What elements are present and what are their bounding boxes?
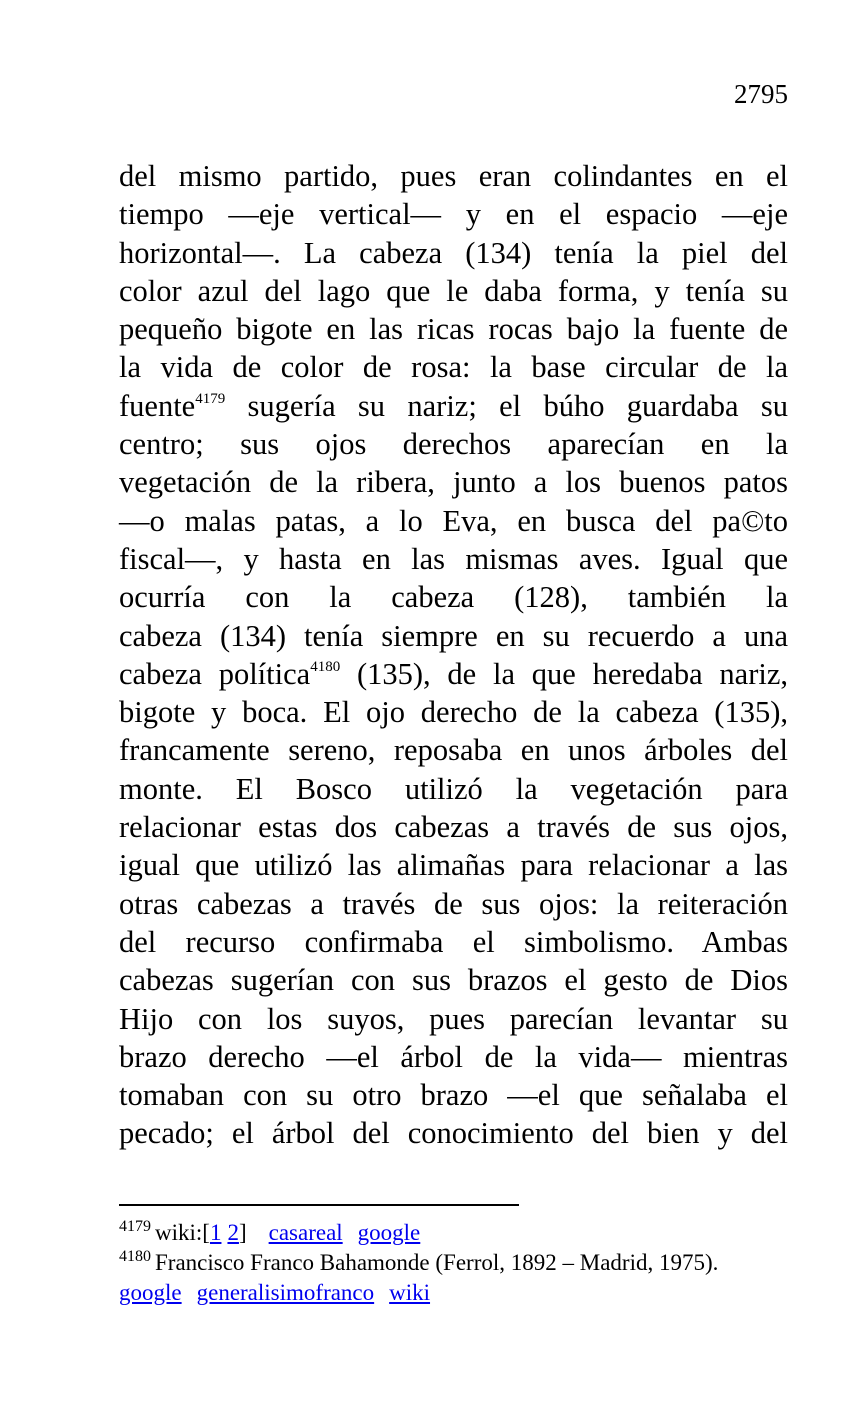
- text-line: ocurría con la cabeza (128), también la: [119, 580, 788, 615]
- footnote-number: 4180: [119, 1248, 151, 1265]
- footnote-prefix: wiki:[: [155, 1220, 210, 1245]
- text-line: horizontal—. La cabeza (134) tenía la piel del: [119, 235, 788, 270]
- text-fragment: fuente: [119, 388, 196, 423]
- text-line: la vida de color de rosa: la base circular de la: [119, 350, 788, 385]
- text-line: tiempo —eje vertical— y en el espacio —eje: [119, 197, 788, 232]
- text-line: cabezas sugerían con sus brazos el gesto de Dios: [119, 963, 788, 998]
- text-line: francamente sereno, reposaba en unos árboles del: [119, 733, 788, 768]
- footnotes: [119, 1218, 819, 1308]
- text-line: pecado; el árbol del conocimiento del bien y del: [119, 1116, 788, 1151]
- footnote-4179: [119, 1218, 819, 1248]
- text-line: igual que utilizó las alimañas para relacionar a las: [119, 848, 788, 883]
- footnote-divider: [119, 1204, 519, 1206]
- casareal-link[interactable]: casareal: [268, 1220, 343, 1245]
- text-line: tomaban con su otro brazo —el que señalaba el: [119, 1078, 788, 1113]
- text-line-with-footnote: [119, 655, 788, 693]
- wiki-link-2[interactable]: 2: [227, 1220, 239, 1245]
- text-line: centro; sus ojos derechos aparecían en la: [119, 427, 788, 462]
- footnote-ref-4180: 4180: [310, 658, 341, 675]
- text-line: monte. El Bosco utilizó la vegetación para: [119, 771, 788, 806]
- footnote-ref-4179: 4179: [195, 390, 226, 407]
- text-fragment: sugería su nariz; el búho guardaba su: [225, 388, 788, 423]
- google-link[interactable]: google: [119, 1280, 182, 1305]
- google-link[interactable]: google: [357, 1220, 421, 1245]
- text-line: del mismo partido, pues eran colindantes en el: [119, 159, 788, 193]
- text-line: cabeza (134) tenía siempre en su recuerdo a una: [119, 618, 788, 653]
- text-fragment: (135), de la que heredaba nariz,: [340, 656, 788, 691]
- text-line: bigote y boca. El ojo derecho de la cabeza (135),: [119, 695, 788, 730]
- wiki-link[interactable]: wiki: [389, 1280, 431, 1305]
- footnote-suffix: ]: [238, 1220, 247, 1245]
- text-line: color azul del lago que le daba forma, y tenía su: [119, 273, 788, 308]
- text-line: del recurso confirmaba el simbolismo. Ambas: [119, 924, 788, 959]
- text-line: fiscal—, y hasta en las mismas aves. Igual que: [119, 541, 788, 576]
- footnote-4180-links: [119, 1278, 819, 1308]
- text-line: otras cabezas a través de sus ojos: la reiteración: [119, 886, 788, 921]
- text-line: Hijo con los suyos, pues parecían levantar su: [119, 1001, 788, 1036]
- page-number: 2795: [734, 79, 788, 109]
- text-line: pequeño bigote en las ricas rocas bajo la fuente de: [119, 312, 788, 347]
- generalisimofranco-link[interactable]: generalisimofranco: [196, 1280, 375, 1305]
- text-line: —o malas patas, a lo Eva, en busca del pa©to: [119, 503, 788, 538]
- footnote-text: Francisco Franco Bahamonde (Ferrol, 1892 – Madrid, 1975).: [155, 1250, 719, 1275]
- text-line: relacionar estas dos cabezas a través de sus ojos,: [119, 810, 788, 845]
- text-line-with-footnote: [119, 387, 788, 425]
- footnote-4180: [119, 1248, 819, 1278]
- text-line: vegetación de la ribera, junto a los buenos patos: [119, 465, 788, 500]
- text-line: brazo derecho —el árbol de la vida— mientras: [119, 1039, 788, 1074]
- text-fragment: cabeza política: [119, 656, 311, 691]
- wiki-link-1[interactable]: 1: [209, 1220, 222, 1245]
- footnote-number: 4179: [119, 1218, 151, 1235]
- body-text: [119, 157, 788, 1153]
